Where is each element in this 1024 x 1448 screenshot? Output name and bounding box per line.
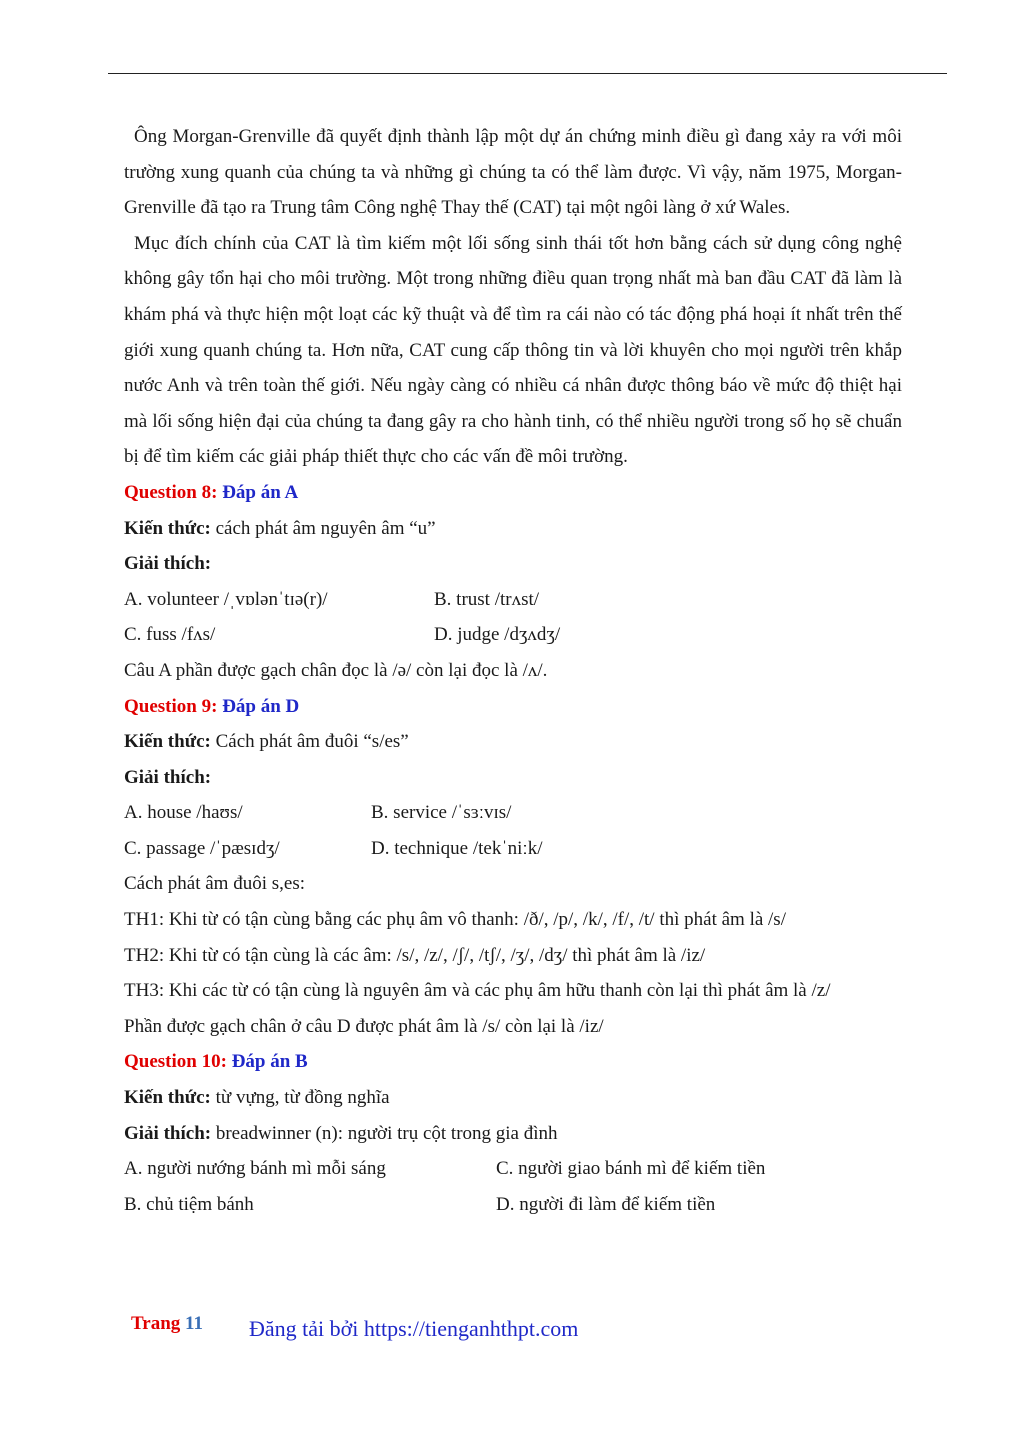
question-9-heading bbox=[124, 689, 902, 725]
question-9-conclusion: Phần được gạch chân ở câu D được phát âm là /s/ còn lại là /iz/ bbox=[124, 1015, 604, 1037]
question-10-explain bbox=[124, 1116, 902, 1152]
header-rule bbox=[108, 73, 947, 74]
question-9-answer: Đáp án D bbox=[222, 695, 300, 717]
option-b: B. chủ tiệm bánh bbox=[124, 1193, 254, 1215]
option-d: D. người đi làm để kiếm tiền bbox=[496, 1193, 716, 1215]
page-footer bbox=[131, 1313, 579, 1341]
knowledge-label: Kiến thức: bbox=[124, 1087, 211, 1109]
option-a: A. house /haʊs/ bbox=[124, 802, 243, 824]
question-8-options-row-2 bbox=[124, 617, 902, 653]
question-8-answer: Đáp án A bbox=[222, 481, 299, 503]
question-10-answer: Đáp án B bbox=[231, 1051, 308, 1073]
upload-link[interactable]: Đăng tải bởi https://tienganhthpt.com bbox=[249, 1316, 579, 1341]
question-8-options-row-1 bbox=[124, 582, 902, 618]
question-8-knowledge bbox=[124, 511, 902, 547]
page-content bbox=[124, 119, 902, 1222]
option-c: C. passage /ˈpæsɪdʒ/ bbox=[124, 837, 280, 859]
option-a: A. volunteer /ˌvɒlənˈtɪə(r)/ bbox=[124, 588, 328, 610]
question-9-explain-label: Giải thích: bbox=[124, 766, 212, 788]
passage-paragraph-2: Mục đích chính của CAT là tìm kiếm một lối sống sinh thái tốt hơn bằng cách sử dụng công nghệ không gây tổn hại cho môi trường. Một trong những điều quan trọng nhất mà ban đầu CAT đã làm là khám phá và thực hiện một loạt các kỹ thuật và để tìm ra cái nào có tác động phá hoại ít nhất trên thế giới xung quanh chúng ta. Hơn nữa, CAT cung cấp thông tin và lời khuyên cho mọi người trên khắp nước Anh và trên toàn thế giới. Nếu ngày càng có nhiều cá nhân được thông báo về mức độ thiệt hại mà lối sống hiện đại của chúng ta đang gây ra cho hành tinh, có thể nhiều người trong số họ sẽ chuẩn bị để tìm kiếm các giải pháp thiết thực cho các vấn đề môi trường. bbox=[124, 232, 902, 468]
question-8-label: Question 8: bbox=[124, 481, 218, 503]
passage-paragraph-1: Ông Morgan-Grenville đã quyết định thành lập một dự án chứng minh điều gì đang xảy ra với môi trường xung quanh của chúng ta và những gì chúng ta có thể làm được. Vì vậy, năm 1975, Morgan-Grenville đã tạo ra Trung tâm Công nghệ Thay thế (CAT) tại một ngôi làng ở xứ Wales. bbox=[124, 126, 902, 219]
knowledge-label: Kiến thức: bbox=[124, 731, 211, 753]
option-d: D. judge /dʒʌdʒ/ bbox=[434, 624, 561, 646]
question-10-knowledge bbox=[124, 1080, 902, 1116]
page-label: Trang bbox=[131, 1313, 181, 1334]
question-9-rule-1: TH1: Khi từ có tận cùng bằng các phụ âm vô thanh: /ð/, /p/, /k/, /f/, /t/ thì phát âm là /s/ bbox=[124, 909, 786, 931]
question-9-label: Question 9: bbox=[124, 695, 218, 717]
question-9-options-row-2 bbox=[124, 831, 902, 867]
knowledge-label: Kiến thức: bbox=[124, 517, 211, 539]
option-d: D. technique /tekˈniːk/ bbox=[371, 837, 543, 859]
option-c: C. fuss /fʌs/ bbox=[124, 624, 216, 646]
explain-label: Giải thích: bbox=[124, 1122, 212, 1144]
question-10-options-row-2 bbox=[124, 1187, 902, 1223]
question-9-rules-intro: Cách phát âm đuôi s,es: bbox=[124, 873, 305, 895]
question-8-explain-label: Giải thích: bbox=[124, 553, 212, 575]
question-9-rule-2: TH2: Khi từ có tận cùng là các âm: /s/, /z/, /ʃ/, /tʃ/, /ʒ/, /dʒ/ thì phát âm là /iz/ bbox=[124, 944, 706, 966]
question-9-knowledge bbox=[124, 724, 902, 760]
question-9-options-row-1 bbox=[124, 795, 902, 831]
question-9-rule-3: TH3: Khi các từ có tận cùng là nguyên âm và các phụ âm hữu thanh còn lại thì phát âm là /z/ bbox=[124, 980, 831, 1002]
option-a: A. người nướng bánh mì mỗi sáng bbox=[124, 1158, 386, 1180]
option-b: B. trust /trʌst/ bbox=[434, 588, 540, 610]
question-10-heading bbox=[124, 1044, 902, 1080]
knowledge-text: Cách phát âm đuôi “s/es” bbox=[215, 731, 409, 753]
question-8-heading bbox=[124, 475, 902, 511]
explain-text: breadwinner (n): người trụ cột trong gia đình bbox=[215, 1122, 558, 1144]
question-10-label: Question 10: bbox=[124, 1051, 227, 1073]
option-c: C. người giao bánh mì để kiếm tiền bbox=[496, 1158, 766, 1180]
knowledge-text: cách phát âm nguyên âm “u” bbox=[215, 517, 436, 539]
knowledge-text: từ vựng, từ đồng nghĩa bbox=[215, 1087, 390, 1109]
page-number: 11 bbox=[185, 1313, 203, 1334]
option-b: B. service /ˈsɜːvɪs/ bbox=[371, 802, 512, 824]
question-8-conclusion: Câu A phần được gạch chân đọc là /ə/ còn lại đọc là /ʌ/. bbox=[124, 659, 548, 681]
question-10-options-row-1 bbox=[124, 1151, 902, 1187]
